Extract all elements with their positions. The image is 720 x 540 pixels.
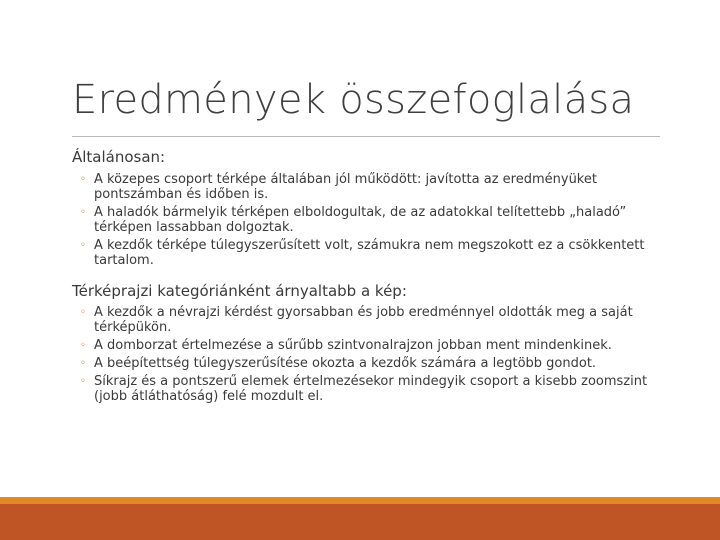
list-item [72, 238, 662, 268]
hollow-circle-bullet-icon: ◦ [80, 340, 86, 351]
list-item [72, 374, 662, 404]
hollow-circle-bullet-icon: ◦ [80, 173, 86, 185]
bullet-list-categories [72, 305, 662, 404]
slide-title: Eredmények összefoglalása [72, 77, 635, 123]
hollow-circle-bullet-icon: ◦ [80, 358, 86, 369]
section-heading-categories: Térképrajzi kategóriánként árnyaltabb a kép: [72, 281, 407, 300]
list-item-text: A kezdők a névrajzi kérdést gyorsabban és jobb eredménnyel oldották meg a saját térképükön. [94, 305, 633, 335]
list-item-text: A kezdők térképe túlegyszerűsített volt, számukra nem megszokott ez a csökkentett tartalom. [94, 237, 645, 268]
hollow-circle-bullet-icon: ◦ [80, 307, 86, 318]
list-item [72, 172, 662, 202]
footer-band [0, 504, 720, 540]
list-item [72, 356, 662, 371]
hollow-circle-bullet-icon: ◦ [80, 376, 86, 387]
list-item [72, 338, 662, 353]
footer-accent-line [0, 497, 720, 504]
list-item [72, 305, 662, 335]
bullet-list-general [72, 172, 662, 268]
title-divider [72, 136, 660, 137]
list-item-text: Síkrajz és a pontszerű elemek értelmezésekor mindegyik csoport a kisebb zoomszint (jobb átláthatóság) felé mozdult el. [94, 374, 648, 404]
slide-content [72, 148, 662, 418]
list-item-text: A domborzat értelmezése a sűrűbb szintvonalrajzon jobban ment mindenkinek. [94, 338, 612, 353]
hollow-circle-bullet-icon: ◦ [80, 239, 86, 251]
list-item-text: A beépítettség túlegyszerűsítése okozta a kezdők számára a legtöbb gondot. [94, 356, 597, 371]
section-heading-general: Általánosan: [72, 148, 166, 166]
list-item-text: A közepes csoport térképe általában jól működött: javította az eredményüket pontszámban és időben is. [94, 171, 597, 202]
hollow-circle-bullet-icon: ◦ [80, 206, 86, 218]
list-item [72, 205, 662, 235]
list-item-text: A haladók bármelyik térképen elboldogultak, de az adatokkal telítettebb „haladó” térképen lassabban dolgoztak. [94, 204, 627, 235]
